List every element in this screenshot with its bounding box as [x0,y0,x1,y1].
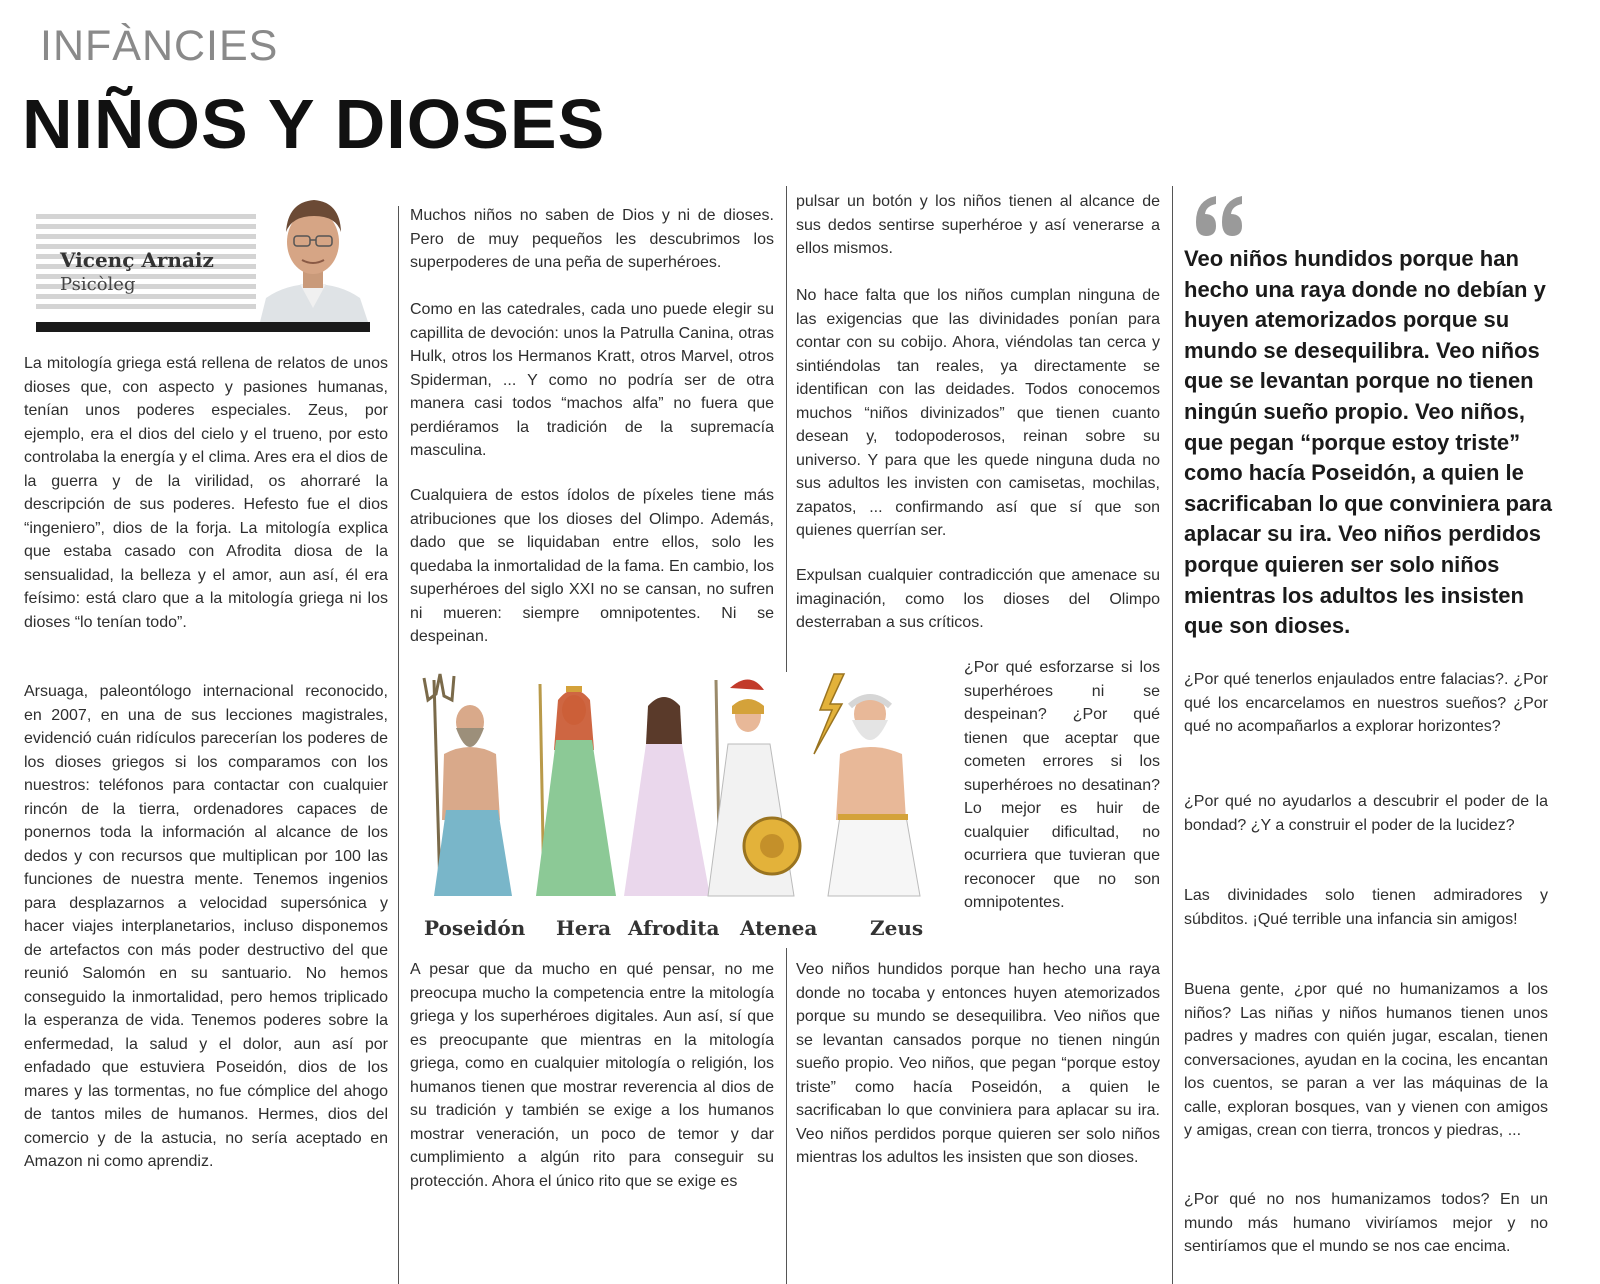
col2-paragraph-3: Cualquiera de estos ídolos de píxeles tiene más atribuciones que los dioses del Olimpo. Además, dado que se liquidaban entre ellos, solo les quedaba la inmortalidad de la fama. En cambio, los superhéroes del siglo XXI no se cansan, no sufren ni mueren: siempre omnipotentes. Ni se despeinan. [410,487,774,645]
col3-paragraph-2: No hace falta que los niños cumplan ninguna de las exigencias que las divinidades ponían para contar con su cobijo. Ahora, viéndolas tan cerca y sintiéndolas tan reales, ya directamente se identifican con las deidades. Todos conocemos muchos “niños divinizados” que tienen cuanto desean y, todopoderosos, reinan sobre su universo. Y para que les quede ninguna duda no sus adultos les invisten con camisetas, mochilas, zapatos, ... confirmando así que sí que son quienes querrían ser. [796,287,1160,539]
label-poseidon: Poseidón [424,916,526,940]
col4-paragraph-5: ¿Por qué no nos humanizamos todos? En un mundo más humano viviríamos mejor y no sentiríamos que el mundo se nos cae encima. [1184,1191,1548,1255]
col2-paragraph-2: Como en las catedrales, cada uno puede elegir su capillita de devoción: unos la Patrulla Canina, otras Hulk, otros los Hermanos Kratt, otros Marvel, otros Spiderman, ... Y como no podría ser de otra manera casi todos “machos alfa” no fuera que perdiéramos la tradición de la supremacía masculina. [410,301,774,459]
col1-paragraph-1: La mitología griega está rellena de relatos de unos dioses que, con aspecto y pasiones humanas, tenían unos poderes especiales. Zeus, por ejemplo, era el dios del cielo y el trueno, por esto controlaba la energía y el clima. Ares era el dios de la guerra y de la virilidad, os ahorraré la descripción de sus poderes. Hefesto fue el dios “ingeniero”, dios de la forja. La mitología explica que estaba casado con Afrodita diosa de la sensualidad, la belleza y el amor, aun así, él era feísimo: está claro que a la mitología griega ni los dioses “lo tenían todo”. [24,355,388,631]
col2-paragraph-4: A pesar que da mucho en qué pensar, no me preocupa mucho la competencia entre la mitología griega y los superhéroes digitales. Aun así, sí que es preocupante que mientras en la mitología griega, como en cualquier mitología o religión, los humanos tienen que mostrar reverencia al dios de su tradición y también se exige a los humanos mostrar veneración, un poco de temor y dar cumplimiento a algún rito para conseguir su protección. Ahora el único rito que se exige es [410,961,774,1190]
gods-figures [420,670,950,914]
label-atenea: Atenea [740,916,818,940]
col3-paragraph-1: pulsar un botón y los niños tienen al alcance de sus dedos sentirse superhéroe y así venerarse a ellos mismos. [796,193,1160,257]
col4-paragraph-4: Buena gente, ¿por qué no humanizamos a los niños? Las niñas y niños humanos tienen unos padres y madres con quién jugar, escalan, tienen conversaciones, ayudan en la cocina, les encantan los cuentos, se paran a ver las máquinas de la calle, exploran bosques, van y vienen con amigos y amigas, crean con tierra, troncos y piedras, ... [1184,981,1548,1139]
col4-paragraph-3: Las divinidades solo tienen admiradores y súbditos. ¡Qué terrible una infancia sin amigos! [1184,887,1548,928]
hera-figure [536,684,616,896]
label-zeus: Zeus [870,916,924,940]
col2-paragraph-1: Muchos niños no saben de Dios y ni de dioses. Pero de muy pequeños les descubrimos los superpoderes de una peña de superhéroes. [410,207,774,271]
author-box [36,186,370,332]
section-label: INFÀNCIES [40,22,279,70]
article-title: NIÑOS Y DIOSES [22,85,606,163]
column-rule-1 [398,206,399,1284]
column-rule-2 [786,186,787,672]
aphrodite-figure [624,697,710,896]
label-afrodita: Afrodita [628,916,720,940]
author-bar [36,322,370,332]
athena-figure [708,679,800,896]
label-hera: Hera [556,916,612,940]
author-role: Psicòleg [60,274,136,295]
col4-paragraph-1: ¿Por qué tenerlos enjaulados entre falacias?. ¿Por qué los encarcelamos en nuestros sueños? ¿Por qué no acompañarlos a explorar horizontes? [1184,671,1548,735]
gods-illustration [420,670,950,950]
pull-quote: Veo niños hundidos porque han hecho una raya donde no debían y huyen atemorizados porque su mundo se desequilibra. Veo niños que se levantan porque no tienen ningún sueño propio. Veo niños, que pegan “porque estoy triste” como hacía Poseidón, a quien le sacrificaban lo que conviniera para aplacar su ira. Veo niños perdidos porque quieren ser solo niños mientras los adultos les insisten que son dioses. [1184,246,1553,639]
col1-paragraph-2: Arsuaga, paleontólogo internacional reconocido, en 2007, en una de sus lecciones magistrales, evidenció cuán ridículos parecerían los poderes de los dioses griegos si los comparamos con los nuestros: teléfonos para contactar con cualquier rincón de la tierra, ordenadores capaces de ponernos toda la información al alcance de los dedos y con recursos que multiplican por 100 las funciones de nuestra mente. Tenemos ingenios para desplazarnos a velocidad supersónica y hacer viajes interplanetarios, incluso disponemos de artefactos con más poder destructivo del que reunió Salomón en su santuario. No hemos conseguido la inmortalidad, pero hemos triplicado la esperanza de vida. Tenemos poderes sobre la enfermedad, la salud y el dolor, aun así por enfadado que estuviera Poseidón, dios de los mares y las tormentas, no fue cómplice del ahogo de tantos miles de humanos. Hermes, dios del comercio y de la astucia, no sería aceptado en Amazon ni como aprendiz. [24,683,388,1170]
column-rule-2b [786,948,787,1284]
col3-paragraph-3: Expulsan cualquier contradicción que amenace su imaginación, como los dioses del Olimpo desterraban a sus críticos. [796,567,1160,631]
col4-paragraph-2: ¿Por qué no ayudarlos a descubrir el poder de la bondad? ¿Y a construir el poder de la lucidez? [1184,793,1548,834]
col3-paragraph-5: Veo niños hundidos porque han hecho una raya donde no tocaba y entonces huyen atemorizados porque su mundo se desequilibra. Veo niños que se levantan cansados porque no tienen ningún sueño propio. Veo niños, que pegan “porque estoy triste” como hacía Poseidón, a quien le sacrificaban lo que conviniera para aplacar su ira. Veo niños perdidos porque quieren ser solo niños mientras los adultos les insisten que son dioses. [796,961,1160,1166]
zeus-figure [814,674,920,896]
poseidon-figure [424,674,512,896]
col3-paragraph-4: ¿Por qué esforzarse si los superhéroes ni se despeinan? ¿Por qué tienen que aceptar que cometen errores si los superhéroes no desatinan? Lo mejor es huir de cualquier dificultad, no ocurriera que tuvieran que reconocer que no son omnipotentes. [964,659,1160,911]
quote-mark-icon [1192,194,1248,238]
author-photo [256,186,370,322]
column-rule-3 [1172,186,1173,1284]
author-name: Vicenç Arnaiz [60,248,214,272]
